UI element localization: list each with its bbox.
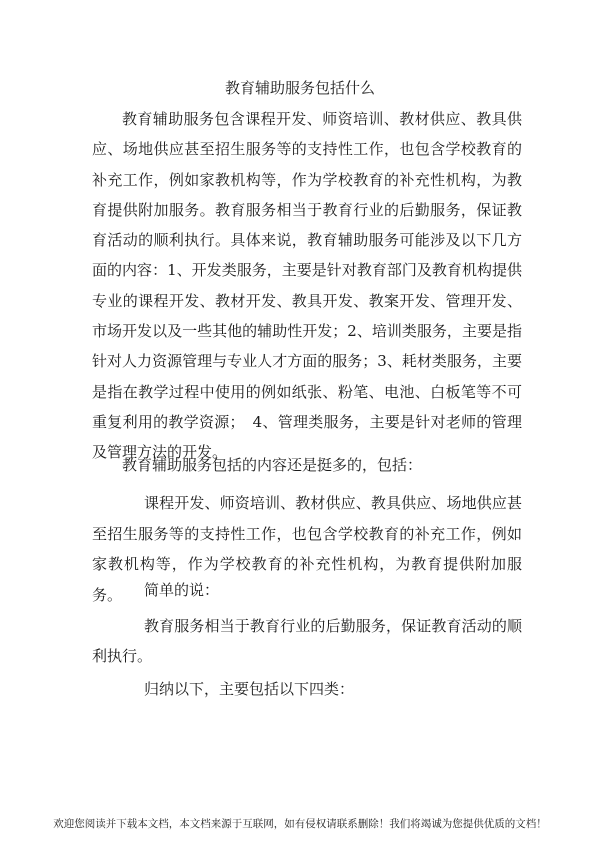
paragraph-four-categories: 归纳以下，主要包括以下四类： xyxy=(144,680,355,698)
paragraph-logistics: 教育服务相当于教育行业的后勤服务，保证教育活动的顺利执行。 xyxy=(92,617,522,665)
paragraph-summary-lead: 教育辅助服务包括的内容还是挺多的，包括： xyxy=(122,456,423,474)
paragraph-intro: 教育辅助服务包含课程开发、师资培训、教材供应、教具供应、场地供应甚至招生服务等的支持性工作，也包含学校教育的补充工作，例如家教机构等，作为学校教育的补充性机构，为教育提供附加服务。教育服务相当于教育行业的后勤服务，保证教育活动的顺利执行。具体来说，教育辅助服务可能涉及以下几方面的内容：1、开发类服务，主要是针对教育部门及教育机构提供专业的课程开发、教材开发、教具开发、教案开发、管理开发、市场开发以及一些其他的辅助性开发；2、培训类服务，主要是指针对人力资源管理与专业人才方面的服务；3、耗材类服务，主要是指在教学过程中使用的例如纸张、粉笔、电池、白板笔等不可重复利用的教学资源； 4、管理类服务，主要是针对老师的管理及管理方法的开发。 xyxy=(92,110,522,462)
paragraph-services-list: 课程开发、师资培训、教材供应、教具供应、场地供应甚至招生服务等的支持性工作，也包含学校教育的补充工作，例如家教机构等，作为学校教育的补充性机构，为教育提供附加服务。 xyxy=(92,494,522,604)
page-title: 教育辅助服务包括什么 xyxy=(224,79,375,97)
footer-disclaimer: 欢迎您阅读并下载本文档，本文档来源于互联网，如有侵权请联系删除！我们将竭诚为您提供优质的文档！ xyxy=(53,818,547,830)
paragraph-simply-put: 简单的说： xyxy=(144,581,220,599)
